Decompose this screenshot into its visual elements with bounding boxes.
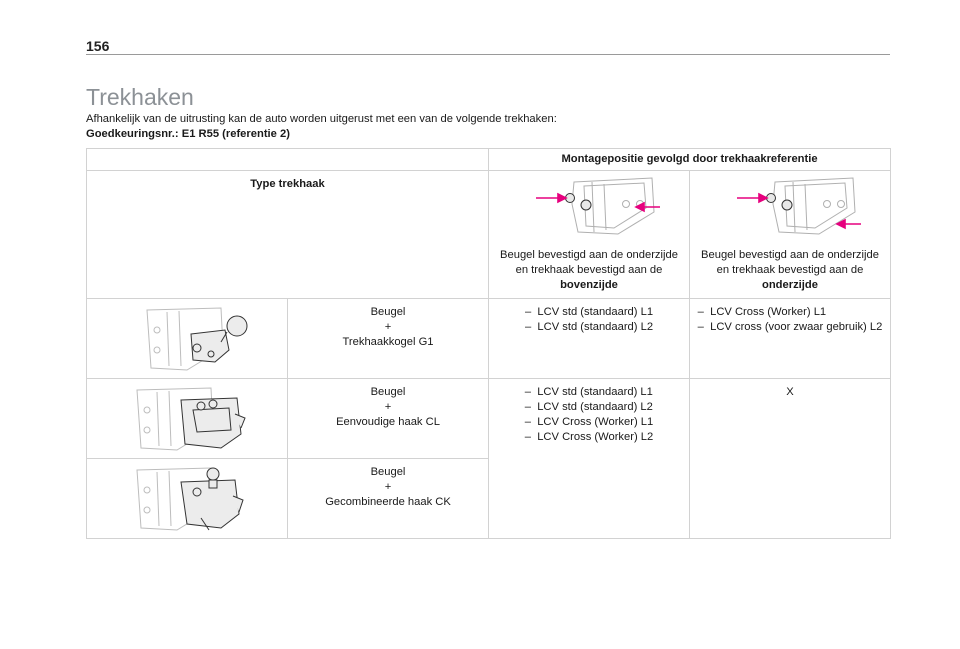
list-item: – LCV std (standaard) L2 [525, 400, 654, 415]
mount-top-desc-1: Beugel bevestigd aan de onderzijde [500, 249, 678, 261]
section-title: Trekhaken [86, 84, 194, 110]
list-item: – LCV Cross (Worker) L1 [698, 305, 883, 320]
list-item: – LCV std (standaard) L2 [525, 320, 653, 335]
type-plus-1: + [384, 321, 392, 334]
header-divider [86, 54, 890, 55]
hook-top-refs [489, 379, 690, 539]
type-label-3: Beugel [370, 466, 406, 478]
page-number: 156 [86, 38, 110, 54]
type-header: Type trekhaak [87, 171, 489, 299]
empty-header-cell [87, 149, 489, 171]
ball-hitch-image-cell [87, 299, 288, 379]
towbar-table [86, 148, 891, 539]
simple-hook-type-cell [288, 379, 489, 459]
mount-top-desc-3: bovenzijde [560, 279, 618, 292]
list-item: – LCV Cross (Worker) L1 [525, 415, 654, 430]
type-plus-2: + [384, 401, 392, 414]
mount-position-header: Montagepositie gevolgd door trekhaakreferentie [489, 149, 891, 171]
mount-top-illustration [489, 171, 689, 243]
type-name-2: Eenvoudige haak CL [336, 416, 440, 429]
ball-hitch-top-refs [489, 299, 690, 379]
simple-hook-illustration [87, 379, 287, 458]
list-item: – LCV std (standaard) L1 [525, 385, 654, 400]
table-header-row [87, 149, 891, 171]
table-row [87, 379, 891, 459]
approval-number: Goedkeuringsnr.: E1 R55 (referentie 2) [86, 128, 290, 140]
table-row [87, 299, 891, 379]
type-name-3: Gecombineerde haak CK [325, 496, 451, 509]
combined-hook-illustration [87, 459, 287, 538]
list-item: – LCV Cross (Worker) L2 [525, 430, 654, 445]
type-label-2: Beugel [370, 386, 406, 398]
mount-bottom-desc-3: onderzijde [762, 279, 818, 292]
mount-bottom-cell [690, 171, 891, 299]
ball-hitch-type-cell [288, 299, 489, 379]
list-item: – LCV cross (voor zwaar gebruik) L2 [698, 320, 883, 335]
ball-hitch-bottom-refs [690, 299, 891, 379]
mount-bottom-illustration [690, 171, 890, 243]
list-item: – LCV std (standaard) L1 [525, 305, 653, 320]
mount-top-cell [489, 171, 690, 299]
type-name-1: Trekhaakkogel G1 [342, 336, 434, 349]
intro-text: Afhankelijk van de uitrusting kan de auto worden uitgerust met een van de volgende trekhaken: [86, 113, 557, 125]
combined-hook-type-cell [288, 459, 489, 539]
table-row [87, 171, 891, 299]
mount-top-desc-2: en trekhaak bevestigd aan de [515, 264, 663, 277]
type-plus-3: + [384, 481, 392, 494]
mount-bottom-desc-1: Beugel bevestigd aan de onderzijde [701, 249, 879, 261]
ball-hitch-illustration [87, 299, 287, 378]
simple-hook-image-cell [87, 379, 288, 459]
type-label-1: Beugel [370, 306, 406, 318]
combined-hook-image-cell [87, 459, 288, 539]
hook-bottom-refs: X [690, 379, 891, 539]
mount-bottom-desc-2: en trekhaak bevestigd aan de [716, 264, 864, 277]
